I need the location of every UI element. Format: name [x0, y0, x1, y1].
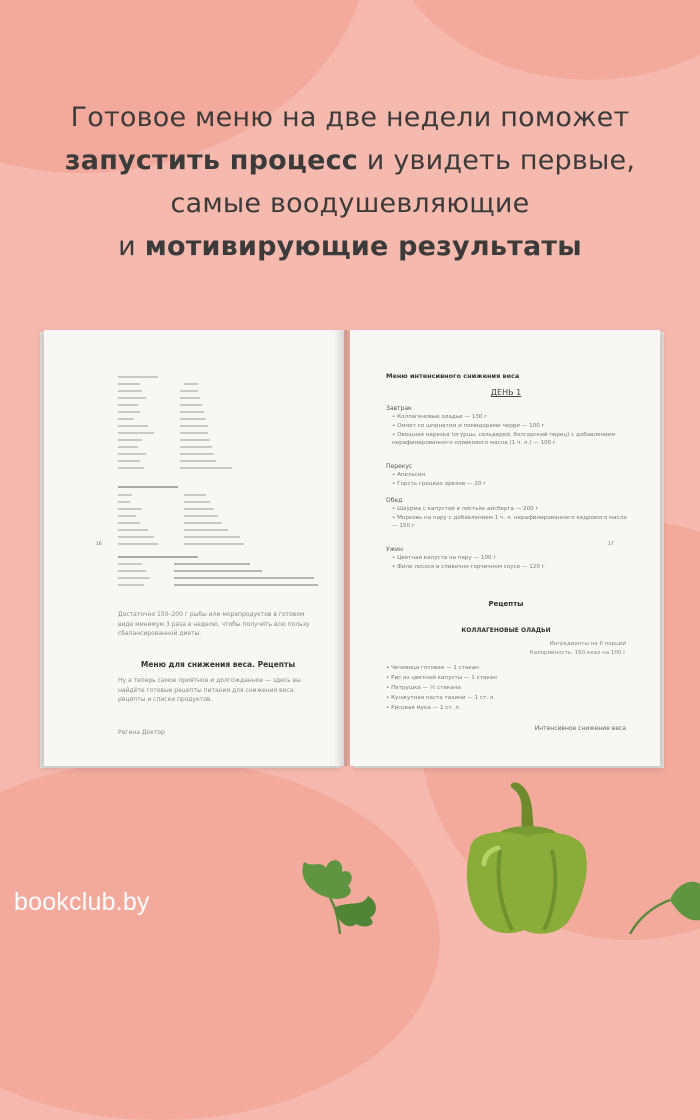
left-table-value-line	[180, 467, 232, 469]
left-table-row-line	[118, 439, 142, 441]
left-table-row-line	[118, 390, 142, 392]
right-page-header: Меню интенсивного снижения веса	[386, 372, 520, 380]
left-table-row-line	[118, 570, 146, 572]
right-page-number: 17	[608, 542, 614, 547]
background-blob-bottom	[0, 760, 440, 1120]
left-table-bar-line	[174, 584, 318, 586]
left-table-value-line	[180, 404, 202, 406]
left-table-value-line	[184, 543, 244, 545]
left-table-value-line	[180, 411, 204, 413]
meal-item: • Овощная нарезка (огурцы, сельдерей, болгарский перец) с добавлением нерафинированного оливкового масла (1 ч. л.) — 100 г	[392, 432, 616, 446]
left-table-value-line	[180, 390, 198, 392]
meal-item: • Горсть грецких орехов — 20 г	[392, 481, 487, 487]
right-recipe-meta-1: Ингредиенты на 6 порций	[549, 641, 626, 647]
meal-item: • Коллагеновые оладьи — 130 г	[392, 414, 488, 420]
left-table-row-line	[118, 467, 144, 469]
ingredient-item: • Чечевица готовая — 1 стакан	[386, 665, 479, 671]
left-page-author: Регина Доктор	[118, 729, 165, 736]
right-page-footer: Интенсивное снижение веса	[534, 725, 626, 732]
left-table-row-line	[118, 577, 150, 579]
left-page-number: 16	[96, 542, 102, 547]
left-table-row-line	[118, 543, 158, 545]
meal-heading: Завтрак	[386, 405, 412, 412]
meal-item: • Филе лосося в сливочно-горчичном соусе — 120 г	[392, 564, 545, 570]
left-table-bar-line	[174, 570, 262, 572]
left-table-value-line	[180, 439, 210, 441]
left-table-value-line	[184, 383, 198, 385]
ingredient-item: • Рис из цветной капусты — 1 стакан	[386, 675, 497, 681]
open-book	[44, 322, 660, 768]
background-blob-top-right	[380, 0, 700, 80]
left-section-title: Меню для снижения веса. Рецепты	[140, 660, 296, 669]
meal-item: • Морковь на пару с добавлением 1 ч. л. нерафинированного кедрового масла — 150 г	[392, 515, 627, 529]
left-table-3-rule	[118, 556, 198, 558]
left-table-row-line	[118, 515, 136, 517]
left-table-value-line	[184, 515, 218, 517]
left-table-row-line	[118, 536, 154, 538]
left-table-value-line	[184, 508, 214, 510]
headline-line-3: самые воодушевляющие	[170, 188, 530, 219]
right-recipe-meta-2: Калорийность: 160 ккал на 100 г	[529, 650, 626, 656]
bookclub-logo: bookclub.by	[14, 888, 150, 916]
left-table-row-line	[118, 411, 140, 413]
meal-item: • Цветная капуста на пару — 100 г	[392, 555, 497, 561]
right-recipe-name: КОЛЛАГЕНОВЫЕ ОЛАДЬИ	[461, 627, 551, 634]
left-table-value-line	[180, 446, 212, 448]
left-table-value-line	[184, 529, 228, 531]
right-page-day: ДЕНЬ 1	[490, 388, 522, 397]
meal-heading: Перекус	[386, 463, 413, 470]
meal-item: • Омлет со шпинатом и помидорами черри — 100 г	[392, 423, 545, 429]
headline	[0, 96, 700, 268]
left-table-value-line	[180, 418, 206, 420]
left-table-value-line	[184, 501, 210, 503]
parsley-sprig-illustration	[620, 860, 700, 934]
ingredient-item: • Рисовая мука — 1 ст. л.	[386, 705, 461, 711]
right-page	[350, 330, 660, 766]
left-table-value-line	[184, 522, 222, 524]
left-table-value-line	[184, 494, 206, 496]
left-table-2-rule	[118, 486, 178, 488]
left-table-value-line	[180, 453, 214, 455]
left-table-row-line	[118, 529, 148, 531]
left-table-row-line	[118, 501, 130, 503]
headline-line-4: и мотивирующие результаты	[118, 231, 582, 262]
meal-heading: Ужин	[386, 546, 403, 553]
left-table-row-line	[118, 446, 138, 448]
ingredient-item: • Петрушка — ½ стакана	[386, 685, 461, 691]
left-table-row-line	[118, 432, 154, 434]
left-table-bar-line	[174, 577, 314, 579]
left-table-row-line	[118, 584, 144, 586]
left-table-row-line	[118, 404, 138, 406]
meal-item: • Шаурма с капустой в листьях айсберга — 200 г	[392, 506, 539, 512]
left-table-value-line	[180, 432, 208, 434]
left-table-row-line	[118, 383, 140, 385]
left-table-bar-line	[174, 563, 250, 565]
left-table-row-line	[118, 397, 146, 399]
headline-line-2: запустить процесс и увидеть первые,	[64, 145, 636, 176]
parsley-leaf-illustration	[290, 838, 390, 934]
left-table-1-rule	[118, 376, 158, 378]
left-table-value-line	[180, 397, 200, 399]
left-table-row-line	[118, 460, 140, 462]
left-section-text: Ну а теперь самое приятное и долгожданное — здесь вы найдёте готовые рецепты питания для снижения веса: рецепты и списки продуктов.	[118, 677, 301, 703]
left-page-paragraph: Достаточно 150–200 г рыбы или морепродуктов в готовом виде минимум 3 раза в неделю, чтобы получить всю пользу сбалансированной диеты.	[118, 611, 310, 637]
left-table-row-line	[118, 494, 132, 496]
ingredient-item: • Кунжутная паста тахини — 1 ст. л.	[386, 695, 496, 701]
left-table-row-line	[118, 522, 140, 524]
right-recipes-title: Рецепты	[488, 600, 524, 608]
left-table-value-line	[180, 460, 216, 462]
meal-item: • Апельсин	[392, 472, 426, 478]
headline-line-1: Готовое меню на две недели поможет	[70, 102, 630, 133]
left-table-row-line	[118, 425, 148, 427]
green-pepper-illustration	[440, 780, 600, 934]
left-table-value-line	[180, 425, 208, 427]
left-table-row-line	[118, 453, 146, 455]
meal-heading: Обед	[386, 497, 403, 504]
left-table-row-line	[118, 563, 142, 565]
left-table-row-line	[118, 508, 142, 510]
left-page	[44, 330, 344, 766]
left-table-value-line	[184, 536, 240, 538]
left-table-row-line	[118, 418, 134, 420]
